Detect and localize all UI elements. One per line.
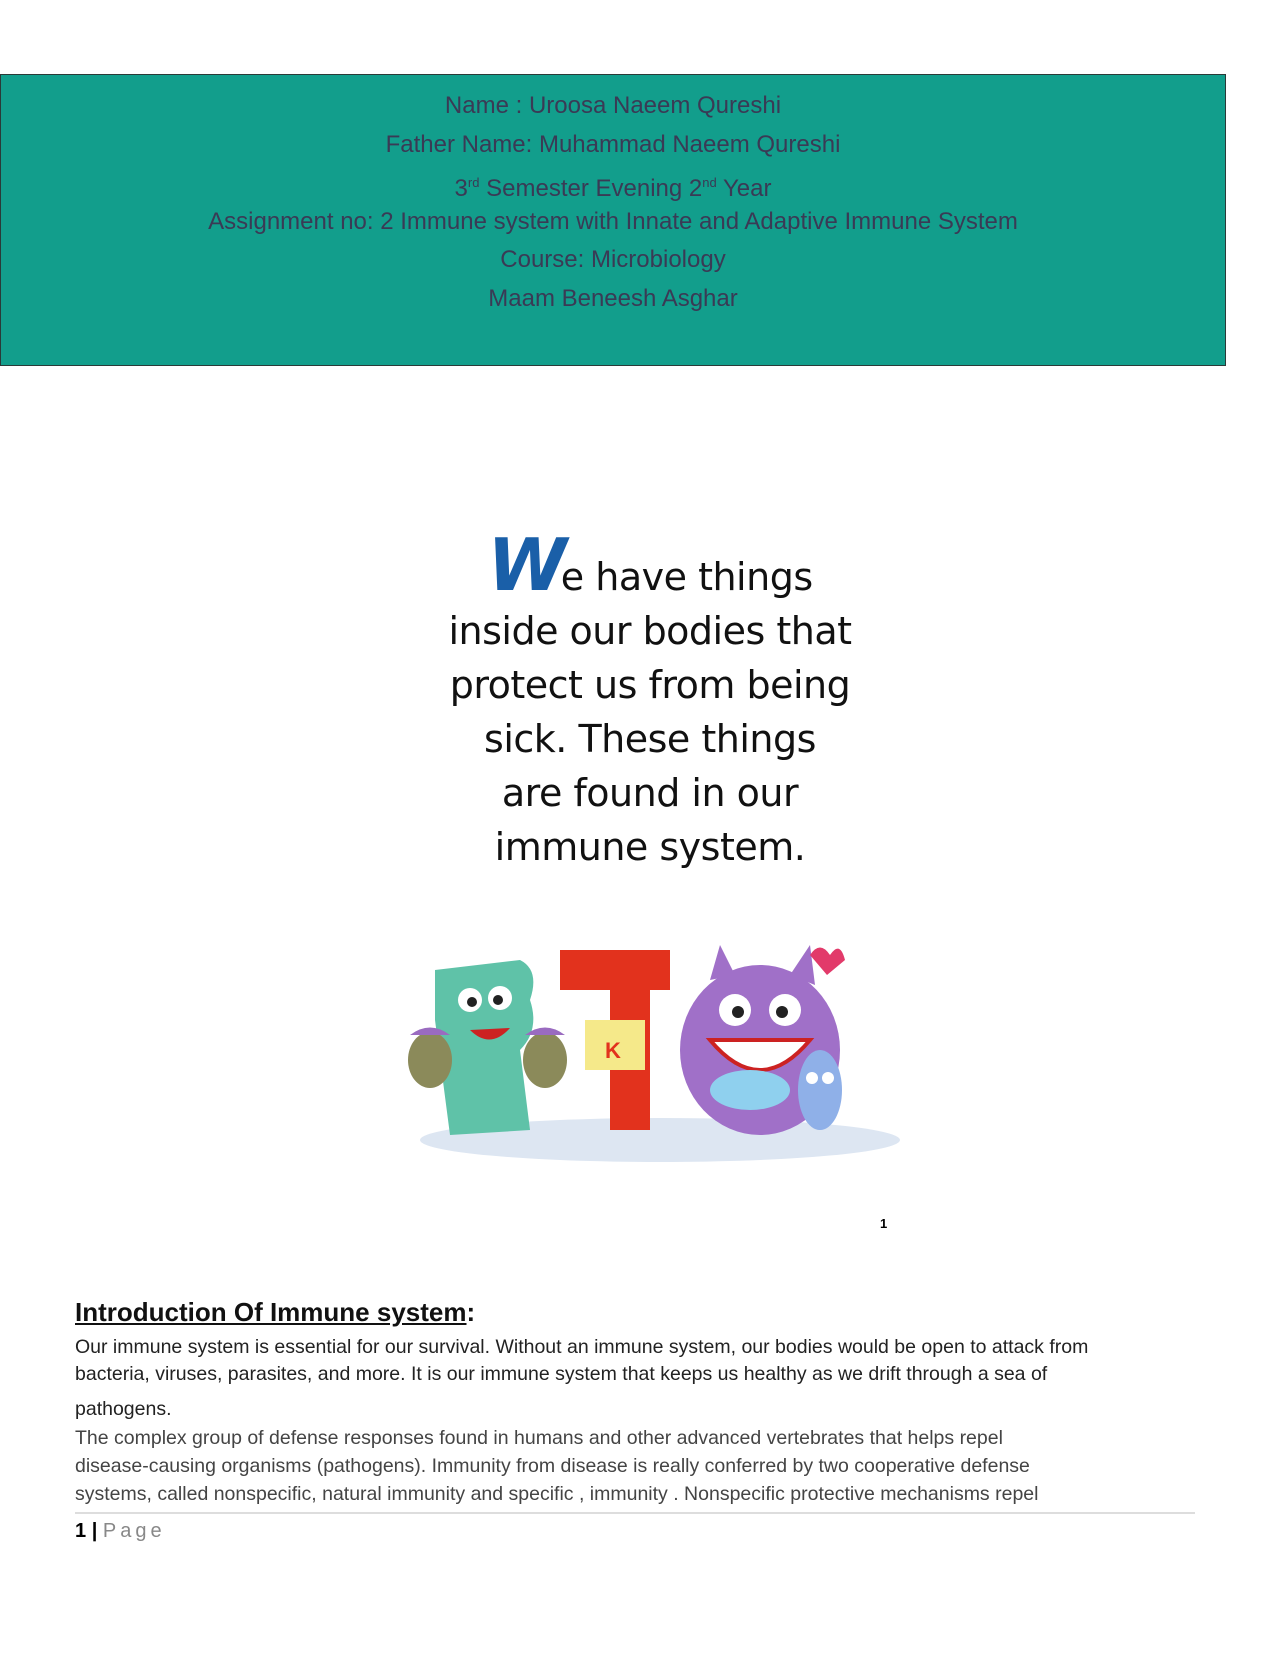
assignment-title: Assignment no: 2 Immune system with Innate and Adaptive Immune System [208,207,1018,235]
footnote-marker: 1 [880,1216,888,1231]
student-name: Name : Uroosa Naeem Qureshi [444,92,782,119]
title-box [0,74,1226,366]
teacher: Maam Beneesh Asghar [488,284,738,312]
paragraph-line: pathogens. [75,1398,172,1420]
footer-divider [75,1512,1195,1514]
section-heading: Introduction Of Immune system: [75,1297,476,1327]
cartoon-characters-image [390,940,920,1180]
father-name: Father Name: Muhammad Naeem Qureshi [385,130,841,158]
page-footer: 1 | Page [75,1520,166,1542]
paragraph-line: bacteria, viruses, parasites, and more. It is our immune system that keeps us healthy as we drift through a sea of [75,1363,1048,1385]
course: Course: Microbiology [500,246,726,273]
semester-line: 3rd Semester Evening 2nd Year [454,175,772,202]
paragraph-line: Our immune system is essential for our survival. Without an immune system, our bodies would be open to attack from [75,1336,1089,1358]
paragraph-line: disease-causing organisms (pathogens). Immunity from disease is really conferred by two cooperative defense [75,1455,1030,1477]
shirt-letter: K [605,1038,621,1063]
paragraph-line: systems, called nonspecific, natural immunity and specific , immunity . Nonspecific protective mechanisms repel [75,1483,1039,1505]
paragraph-line: The complex group of defense responses found in humans and other advanced vertebrates that helps repel [75,1427,1003,1449]
illustration-text: We have things inside our bodies that protect us from being sick. These things are found in our immune system. [448,523,852,869]
